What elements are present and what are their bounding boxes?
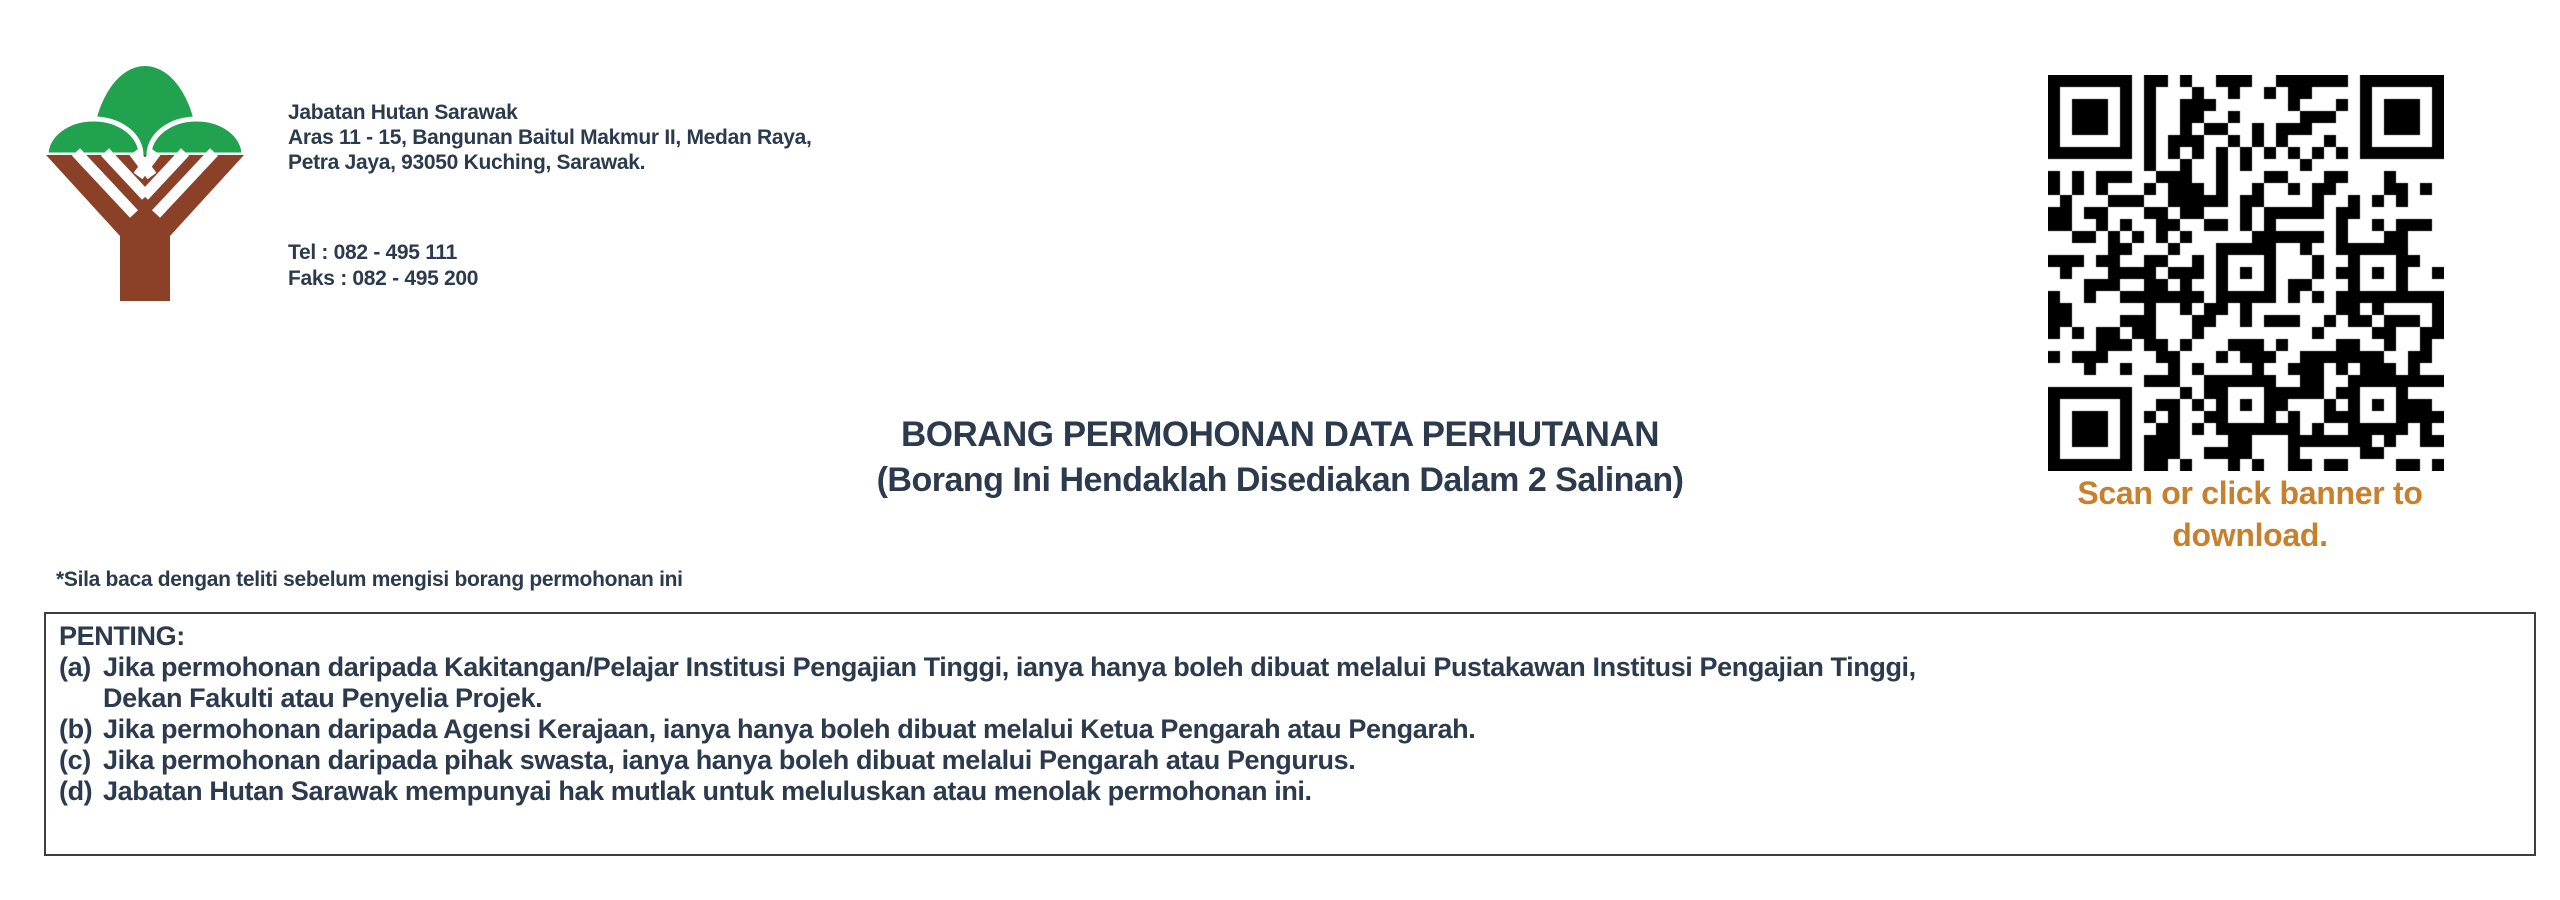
item-text: Dekan Fakulti atau Penyelia Projek.	[103, 683, 543, 713]
form-title-line1: BORANG PERMOHONAN DATA PERHUTANAN	[900, 415, 1659, 454]
important-notes-box	[44, 612, 2536, 856]
important-item-b	[59, 714, 2521, 745]
item-text: Jabatan Hutan Sarawak mempunyai hak mutlak untuk meluluskan atau menolak permohonan ini.	[103, 776, 1312, 806]
org-address-line1: Aras 11 - 15, Bangunan Baitul Makmur II, Medan Raya,	[288, 126, 812, 149]
org-name: Jabatan Hutan Sarawak	[288, 101, 518, 124]
important-item-a	[59, 652, 2521, 683]
org-contact-block	[288, 240, 478, 292]
org-address-block	[288, 100, 812, 175]
item-label: (b)	[59, 714, 93, 744]
forestry-tree-logo-icon	[46, 64, 246, 304]
qr-caption	[1950, 472, 2550, 556]
important-item-a-continuation	[59, 683, 2521, 714]
qr-code[interactable]	[2048, 75, 2444, 471]
org-tel: Tel : 082 - 495 111	[288, 241, 458, 264]
org-fax: Faks : 082 - 495 200	[288, 267, 479, 290]
qr-caption-line1: Scan or click banner to	[2077, 475, 2423, 511]
item-label: (c)	[59, 745, 91, 775]
important-item-c	[59, 745, 2521, 776]
org-address-line2: Petra Jaya, 93050 Kuching, Sarawak.	[288, 151, 646, 174]
item-label: (d)	[59, 776, 93, 806]
item-label	[59, 683, 103, 714]
qr-caption-line2: download.	[2172, 517, 2328, 553]
item-text: Jika permohonan daripada Agensi Kerajaan, ianya hanya boleh dibuat melalui Ketua Pengarah atau Pengarah.	[103, 714, 1476, 744]
important-item-d	[59, 776, 2521, 807]
item-text: Jika permohonan daripada Kakitangan/Pelajar Institusi Pengajian Tinggi, ianya hanya boleh dibuat melalui Pustakawan Institusi Pengajian Tinggi,	[103, 652, 1916, 682]
read-carefully-note: *Sila baca dengan teliti sebelum mengisi borang permohonan ini	[56, 568, 683, 591]
important-heading: PENTING:	[59, 621, 185, 651]
item-label: (a)	[59, 652, 91, 682]
item-text: Jika permohonan daripada pihak swasta, ianya hanya boleh dibuat melalui Pengarah atau Pengurus.	[103, 745, 1356, 775]
form-title-line2: (Borang Ini Hendaklah Disediakan Dalam 2 Salinan)	[876, 461, 1684, 499]
